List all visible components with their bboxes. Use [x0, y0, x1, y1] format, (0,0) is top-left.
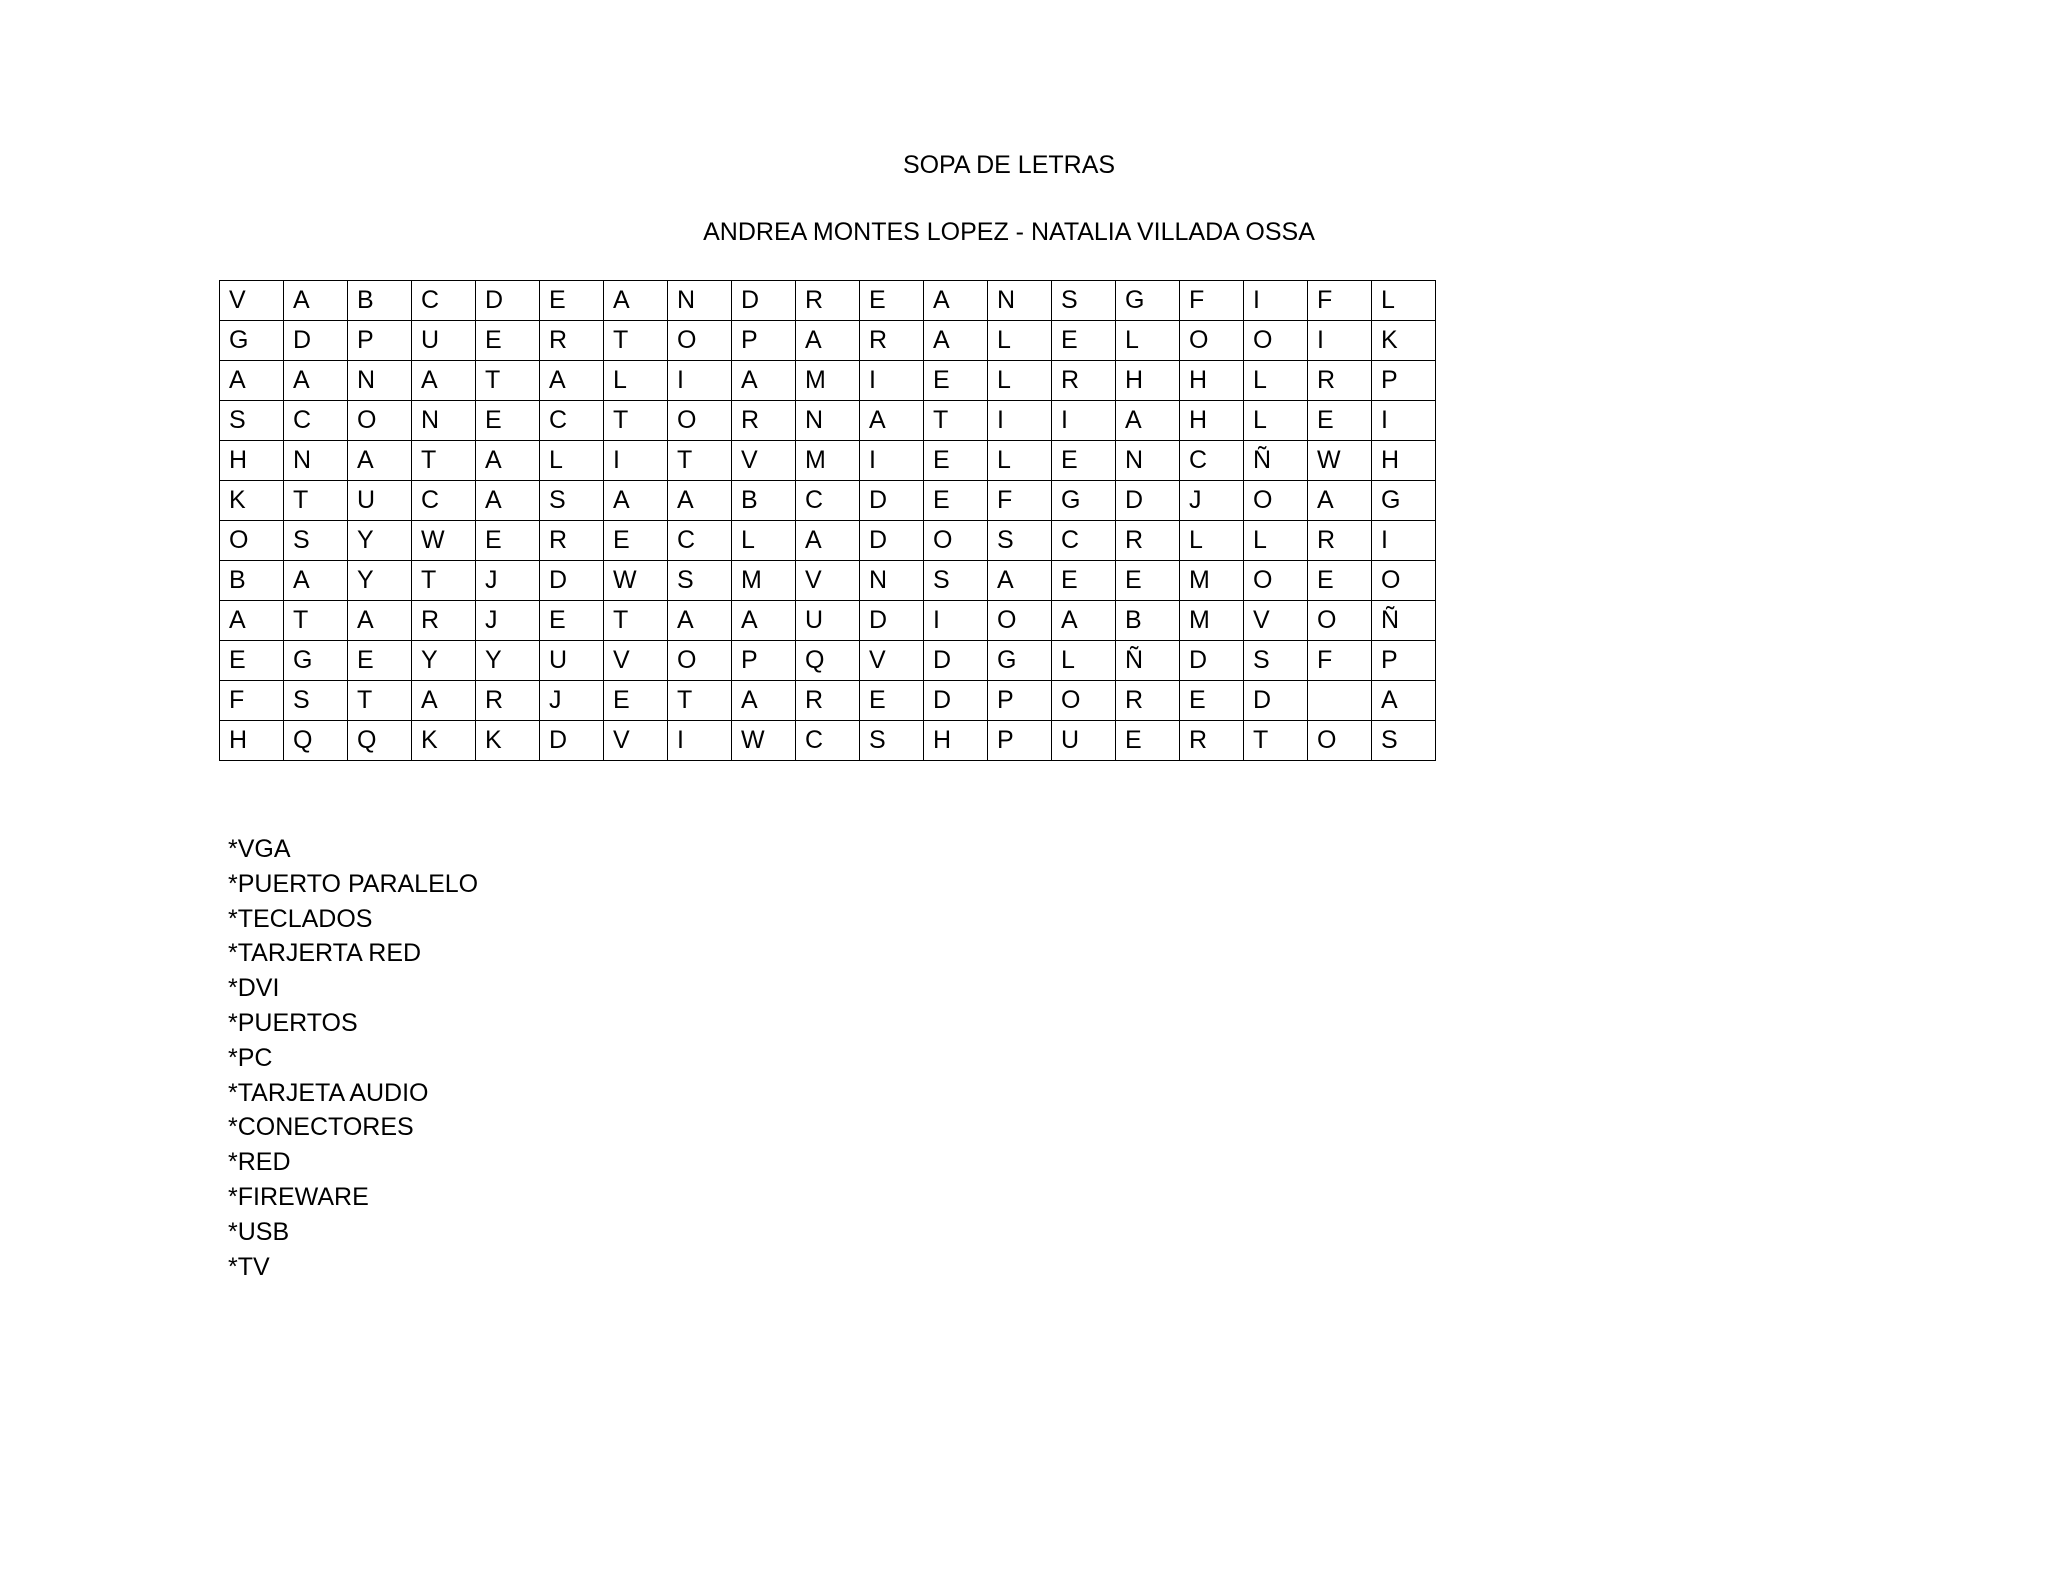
- grid-cell: P: [732, 321, 796, 361]
- grid-cell: T: [604, 401, 668, 441]
- grid-cell: I: [988, 401, 1052, 441]
- grid-cell: S: [988, 521, 1052, 561]
- grid-cell: T: [668, 441, 732, 481]
- grid-cell: R: [1180, 721, 1244, 761]
- grid-cell: O: [1244, 481, 1308, 521]
- grid-cell: A: [284, 361, 348, 401]
- grid-cell: G: [284, 641, 348, 681]
- grid-cell: B: [220, 561, 284, 601]
- grid-cell: A: [476, 441, 540, 481]
- grid-cell: O: [668, 401, 732, 441]
- grid-cell: M: [1180, 601, 1244, 641]
- grid-cell: E: [1308, 561, 1372, 601]
- authors-text: ANDREA MONTES LOPEZ - NATALIA VILLADA OSSA: [703, 218, 1315, 246]
- grid-cell: L: [1244, 361, 1308, 401]
- grid-cell: E: [1308, 401, 1372, 441]
- grid-cell: P: [1372, 361, 1436, 401]
- grid-cell: O: [348, 401, 412, 441]
- grid-cell: L: [1244, 521, 1308, 561]
- grid-cell: A: [796, 321, 860, 361]
- grid-cell: G: [988, 641, 1052, 681]
- grid-cell: T: [1244, 721, 1308, 761]
- grid-cell: A: [1116, 401, 1180, 441]
- grid-row: [220, 601, 1436, 641]
- grid-cell: A: [284, 281, 348, 321]
- grid-cell: N: [860, 561, 924, 601]
- grid-cell: T: [412, 441, 476, 481]
- grid-cell: M: [796, 441, 860, 481]
- grid-cell: [1308, 681, 1372, 721]
- grid-cell: P: [348, 321, 412, 361]
- grid-cell: Ñ: [1244, 441, 1308, 481]
- grid-cell: K: [476, 721, 540, 761]
- grid-cell: F: [1308, 281, 1372, 321]
- grid-row: [220, 281, 1436, 321]
- grid-cell: E: [1052, 321, 1116, 361]
- grid-cell: K: [1372, 321, 1436, 361]
- grid-cell: D: [1180, 641, 1244, 681]
- grid-row: [220, 441, 1436, 481]
- grid-cell: O: [668, 321, 732, 361]
- grid-cell: H: [924, 721, 988, 761]
- grid-cell: Q: [284, 721, 348, 761]
- grid-cell: E: [1116, 721, 1180, 761]
- grid-cell: E: [860, 281, 924, 321]
- grid-cell: V: [732, 441, 796, 481]
- word-list-item: *DVI: [228, 974, 280, 1003]
- grid-cell: N: [668, 281, 732, 321]
- grid-cell: S: [284, 521, 348, 561]
- grid-cell: J: [1180, 481, 1244, 521]
- word-search-grid: [219, 280, 1436, 761]
- grid-cell: P: [988, 681, 1052, 721]
- grid-cell: O: [1244, 561, 1308, 601]
- grid-cell: N: [988, 281, 1052, 321]
- word-list-item: *TECLADOS: [228, 904, 373, 933]
- grid-cell: P: [1372, 641, 1436, 681]
- grid-cell: E: [604, 681, 668, 721]
- grid-cell: V: [604, 721, 668, 761]
- grid-cell: D: [476, 281, 540, 321]
- grid-cell: R: [476, 681, 540, 721]
- grid-cell: A: [220, 601, 284, 641]
- grid-cell: A: [924, 321, 988, 361]
- grid-cell: N: [796, 401, 860, 441]
- grid-cell: S: [860, 721, 924, 761]
- grid-cell: A: [476, 481, 540, 521]
- grid-cell: C: [1052, 521, 1116, 561]
- grid-cell: A: [732, 681, 796, 721]
- grid-cell: R: [1116, 521, 1180, 561]
- word-list-item: *CONECTORES: [228, 1113, 414, 1142]
- grid-cell: D: [540, 721, 604, 761]
- word-list-item: *PUERTO PARALELO: [228, 869, 479, 898]
- grid-cell: I: [668, 361, 732, 401]
- grid-cell: Q: [348, 721, 412, 761]
- grid-cell: Y: [412, 641, 476, 681]
- grid-row: [220, 481, 1436, 521]
- grid-cell: Q: [796, 641, 860, 681]
- grid-cell: E: [1180, 681, 1244, 721]
- grid-cell: U: [348, 481, 412, 521]
- grid-cell: S: [1244, 641, 1308, 681]
- grid-cell: O: [1244, 321, 1308, 361]
- grid-cell: L: [988, 441, 1052, 481]
- grid-cell: I: [1244, 281, 1308, 321]
- grid-cell: A: [668, 481, 732, 521]
- word-list-item: *USB: [228, 1217, 290, 1246]
- grid-cell: V: [604, 641, 668, 681]
- grid-cell: S: [220, 401, 284, 441]
- grid-cell: C: [796, 481, 860, 521]
- grid-cell: V: [220, 281, 284, 321]
- grid-cell: N: [1116, 441, 1180, 481]
- grid-cell: A: [1308, 481, 1372, 521]
- grid-cell: I: [1372, 401, 1436, 441]
- grid-cell: T: [604, 321, 668, 361]
- grid-row: [220, 401, 1436, 441]
- word-list-item: *TARJETA AUDIO: [228, 1078, 429, 1107]
- grid-cell: D: [284, 321, 348, 361]
- grid-cell: M: [796, 361, 860, 401]
- grid-body: [220, 281, 1436, 761]
- grid-cell: S: [540, 481, 604, 521]
- grid-cell: H: [220, 721, 284, 761]
- grid-cell: A: [1052, 601, 1116, 641]
- grid-cell: I: [860, 361, 924, 401]
- authors-line: [0, 217, 2048, 247]
- grid-cell: L: [1180, 521, 1244, 561]
- grid-cell: C: [284, 401, 348, 441]
- grid-cell: L: [1052, 641, 1116, 681]
- grid-cell: A: [604, 281, 668, 321]
- grid-cell: T: [284, 481, 348, 521]
- grid-cell: E: [540, 281, 604, 321]
- grid-cell: B: [732, 481, 796, 521]
- grid-cell: G: [1116, 281, 1180, 321]
- grid-cell: N: [412, 401, 476, 441]
- word-list-item: *FIREWARE: [228, 1182, 369, 1211]
- grid-row: [220, 521, 1436, 561]
- grid-cell: R: [1308, 361, 1372, 401]
- grid-cell: G: [1372, 481, 1436, 521]
- grid-cell: I: [668, 721, 732, 761]
- grid-cell: I: [924, 601, 988, 641]
- page-title-text: SOPA DE LETRAS: [902, 151, 1116, 179]
- grid-cell: A: [540, 361, 604, 401]
- grid-cell: M: [732, 561, 796, 601]
- grid-cell: D: [540, 561, 604, 601]
- grid-cell: E: [476, 521, 540, 561]
- grid-cell: E: [1116, 561, 1180, 601]
- grid-cell: C: [1180, 441, 1244, 481]
- word-list-item: *TARJERTA RED: [228, 939, 422, 968]
- grid-cell: E: [860, 681, 924, 721]
- grid-cell: W: [732, 721, 796, 761]
- grid-cell: L: [732, 521, 796, 561]
- grid-cell: R: [540, 321, 604, 361]
- grid-cell: A: [1372, 681, 1436, 721]
- grid-cell: O: [924, 521, 988, 561]
- grid-cell: S: [924, 561, 988, 601]
- grid-cell: T: [924, 401, 988, 441]
- grid-cell: R: [796, 681, 860, 721]
- grid-cell: F: [1308, 641, 1372, 681]
- grid-cell: A: [220, 361, 284, 401]
- grid-cell: Y: [348, 561, 412, 601]
- grid-cell: J: [476, 601, 540, 641]
- grid-cell: O: [220, 521, 284, 561]
- grid-cell: A: [348, 441, 412, 481]
- grid-cell: M: [1180, 561, 1244, 601]
- grid-cell: L: [1116, 321, 1180, 361]
- grid-cell: R: [1308, 521, 1372, 561]
- grid-cell: D: [860, 521, 924, 561]
- grid-cell: U: [796, 601, 860, 641]
- grid-cell: V: [796, 561, 860, 601]
- grid-cell: E: [924, 441, 988, 481]
- word-list-item: *PC: [228, 1043, 273, 1072]
- grid-cell: E: [348, 641, 412, 681]
- grid-cell: R: [732, 401, 796, 441]
- grid-cell: I: [1052, 401, 1116, 441]
- grid-cell: I: [604, 441, 668, 481]
- word-list-item: *VGA: [228, 835, 291, 863]
- grid-cell: Ñ: [1116, 641, 1180, 681]
- grid-cell: N: [348, 361, 412, 401]
- grid-cell: O: [1308, 601, 1372, 641]
- grid-cell: E: [476, 401, 540, 441]
- grid-cell: S: [668, 561, 732, 601]
- grid-cell: H: [220, 441, 284, 481]
- grid-cell: A: [284, 561, 348, 601]
- grid-cell: A: [732, 361, 796, 401]
- grid-cell: L: [988, 321, 1052, 361]
- grid-cell: B: [1116, 601, 1180, 641]
- grid-cell: R: [412, 601, 476, 641]
- grid-cell: S: [1052, 281, 1116, 321]
- grid-cell: U: [1052, 721, 1116, 761]
- grid-cell: C: [796, 721, 860, 761]
- grid-cell: O: [668, 641, 732, 681]
- grid-cell: L: [1372, 281, 1436, 321]
- grid-cell: E: [604, 521, 668, 561]
- grid-cell: B: [348, 281, 412, 321]
- grid-cell: L: [540, 441, 604, 481]
- grid-cell: T: [668, 681, 732, 721]
- grid-cell: L: [1244, 401, 1308, 441]
- word-list: [228, 832, 478, 1284]
- grid-cell: T: [284, 601, 348, 641]
- grid-row: [220, 641, 1436, 681]
- grid-cell: S: [284, 681, 348, 721]
- grid-cell: G: [1052, 481, 1116, 521]
- grid-cell: C: [668, 521, 732, 561]
- grid-cell: A: [988, 561, 1052, 601]
- grid-cell: P: [732, 641, 796, 681]
- grid-cell: F: [1180, 281, 1244, 321]
- grid-cell: I: [1308, 321, 1372, 361]
- grid-cell: H: [1372, 441, 1436, 481]
- page-title: [0, 150, 2048, 180]
- grid-cell: D: [1244, 681, 1308, 721]
- grid-cell: W: [604, 561, 668, 601]
- grid-cell: O: [1308, 721, 1372, 761]
- grid-cell: T: [476, 361, 540, 401]
- grid-row: [220, 321, 1436, 361]
- grid-cell: Y: [476, 641, 540, 681]
- grid-cell: A: [348, 601, 412, 641]
- grid-cell: A: [412, 681, 476, 721]
- grid-cell: N: [284, 441, 348, 481]
- grid-cell: E: [220, 641, 284, 681]
- word-list-item: *TV: [228, 1252, 270, 1281]
- grid-row: [220, 361, 1436, 401]
- grid-cell: V: [1244, 601, 1308, 641]
- grid-cell: O: [988, 601, 1052, 641]
- grid-cell: J: [540, 681, 604, 721]
- grid-cell: H: [1180, 361, 1244, 401]
- grid-cell: E: [476, 321, 540, 361]
- grid-cell: I: [860, 441, 924, 481]
- grid-cell: O: [1052, 681, 1116, 721]
- grid-cell: V: [860, 641, 924, 681]
- word-list-item: *PUERTOS: [228, 1008, 358, 1037]
- grid-cell: U: [412, 321, 476, 361]
- grid-cell: D: [1116, 481, 1180, 521]
- grid-cell: K: [412, 721, 476, 761]
- grid-cell: A: [924, 281, 988, 321]
- grid-cell: A: [732, 601, 796, 641]
- grid-cell: L: [604, 361, 668, 401]
- grid-cell: R: [540, 521, 604, 561]
- grid-cell: D: [924, 641, 988, 681]
- word-list-item: *RED: [228, 1148, 291, 1177]
- grid-cell: R: [860, 321, 924, 361]
- grid-cell: T: [412, 561, 476, 601]
- grid-cell: P: [988, 721, 1052, 761]
- grid-row: [220, 561, 1436, 601]
- grid-cell: A: [604, 481, 668, 521]
- grid-cell: W: [412, 521, 476, 561]
- grid-cell: I: [1372, 521, 1436, 561]
- grid-cell: Ñ: [1372, 601, 1436, 641]
- grid-cell: K: [220, 481, 284, 521]
- grid-cell: R: [1116, 681, 1180, 721]
- grid-cell: J: [476, 561, 540, 601]
- grid-cell: A: [860, 401, 924, 441]
- grid-cell: D: [860, 481, 924, 521]
- grid-cell: F: [220, 681, 284, 721]
- grid-cell: H: [1180, 401, 1244, 441]
- grid-cell: D: [860, 601, 924, 641]
- grid-cell: E: [540, 601, 604, 641]
- grid-cell: G: [220, 321, 284, 361]
- grid-cell: C: [412, 481, 476, 521]
- grid-cell: A: [412, 361, 476, 401]
- grid-row: [220, 681, 1436, 721]
- grid-cell: D: [732, 281, 796, 321]
- grid-cell: T: [604, 601, 668, 641]
- grid-row: [220, 721, 1436, 761]
- grid-cell: R: [796, 281, 860, 321]
- grid-cell: E: [924, 481, 988, 521]
- grid-cell: E: [1052, 441, 1116, 481]
- grid-cell: A: [796, 521, 860, 561]
- grid-cell: C: [540, 401, 604, 441]
- grid-cell: S: [1372, 721, 1436, 761]
- grid-cell: W: [1308, 441, 1372, 481]
- grid-cell: A: [668, 601, 732, 641]
- grid-cell: D: [924, 681, 988, 721]
- grid-cell: F: [988, 481, 1052, 521]
- grid-cell: O: [1180, 321, 1244, 361]
- grid-cell: L: [988, 361, 1052, 401]
- grid-cell: C: [412, 281, 476, 321]
- grid-cell: E: [924, 361, 988, 401]
- grid-cell: H: [1116, 361, 1180, 401]
- grid-cell: E: [1052, 561, 1116, 601]
- grid-cell: T: [348, 681, 412, 721]
- grid-cell: R: [1052, 361, 1116, 401]
- grid-cell: O: [1372, 561, 1436, 601]
- grid-cell: Y: [348, 521, 412, 561]
- grid-cell: U: [540, 641, 604, 681]
